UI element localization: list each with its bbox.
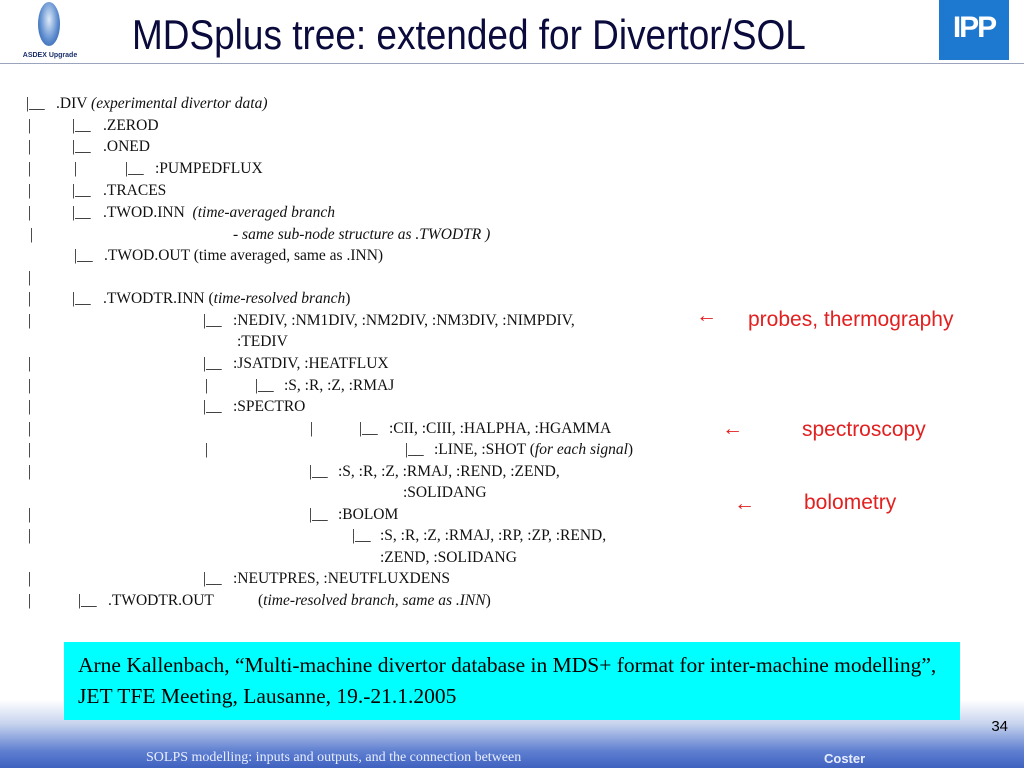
page-number: 34 bbox=[991, 718, 1008, 735]
tree-pipe: | bbox=[28, 441, 32, 458]
tree-pipe: | bbox=[28, 398, 32, 415]
tree-node-bolom: :BOLOM bbox=[338, 506, 399, 523]
tree-node-tediv: :TEDIV bbox=[237, 333, 288, 350]
tree-branch: |__ bbox=[352, 527, 371, 544]
tree-pipe: | bbox=[28, 269, 32, 286]
tree-branch: |__ bbox=[255, 377, 274, 394]
tree-node-neutpres: :NEUTPRES, :NEUTFLUXDENS bbox=[233, 570, 451, 587]
tree-node-div: .DIV (experimental divertor data) bbox=[56, 95, 268, 112]
tree-node-s-r-z-rend: :S, :R, :Z, :RMAJ, :REND, :ZEND, bbox=[338, 463, 560, 480]
tree-node-cii: :CII, :CIII, :HALPHA, :HGAMMA bbox=[389, 420, 612, 437]
tree-pipe: | bbox=[28, 506, 32, 523]
tree-node-traces: .TRACES bbox=[103, 182, 167, 199]
annotation-spectroscopy: spectroscopy bbox=[802, 418, 926, 441]
tree-node-twodtr-out: .TWODTR.OUT bbox=[108, 592, 214, 609]
tree-pipe: | bbox=[28, 182, 32, 199]
tree-node-twod-inn: .TWOD.INN (time-averaged branch bbox=[103, 204, 336, 221]
tree-branch: |__ bbox=[405, 441, 424, 458]
tree-branch: |__ bbox=[203, 312, 222, 329]
left-arrow-icon: ← bbox=[696, 304, 717, 327]
tree-branch: |__ bbox=[359, 420, 378, 437]
tree-branch: |__ bbox=[26, 95, 45, 112]
tree-node-zerod: .ZEROD bbox=[103, 117, 159, 134]
tree-pipe: | bbox=[28, 377, 32, 394]
tree-node-twod-out: .TWOD.OUT (time averaged, same as .INN) bbox=[104, 247, 384, 264]
tree-node-twodtr-inn: .TWODTR.INN (time-resolved branch) bbox=[103, 290, 351, 307]
tree-pipe: | bbox=[28, 355, 32, 372]
tree-pipe: | bbox=[28, 420, 32, 437]
tree-node-line-shot: :LINE, :SHOT (for each signal) bbox=[434, 441, 634, 458]
tree-node-spectro: :SPECTRO bbox=[233, 398, 306, 415]
tree-branch: |__ bbox=[72, 204, 91, 221]
left-arrow-icon: ← bbox=[722, 417, 743, 440]
tree-pipe: | bbox=[74, 160, 78, 177]
annotation-bolometry: bolometry bbox=[804, 491, 897, 514]
left-arrow-icon: ← bbox=[734, 492, 755, 515]
tree-node-twodtr-out-note: (time-resolved branch, same as .INN) bbox=[258, 592, 491, 609]
tree-branch: |__ bbox=[125, 160, 144, 177]
tree-branch: |__ bbox=[203, 355, 222, 372]
tree-node-oned: .ONED bbox=[103, 138, 150, 155]
slide-title: MDSplus tree: extended for Divertor/SOL bbox=[132, 11, 806, 58]
tree-pipe: | bbox=[28, 463, 32, 480]
annotation-probes: probes, thermography bbox=[748, 308, 954, 331]
tree-node-bolom-items: :S, :R, :Z, :RMAJ, :RP, :ZP, :REND, bbox=[380, 527, 607, 544]
tree-branch: |__ bbox=[309, 506, 328, 523]
tree-node-jsatdiv: :JSATDIV, :HEATFLUX bbox=[233, 355, 389, 372]
footer-author: Coster bbox=[824, 751, 866, 766]
tree-pipe: | bbox=[28, 570, 32, 587]
tree-pipe: | bbox=[30, 226, 34, 243]
ipp-logo: IPP bbox=[939, 0, 1009, 60]
tree-branch: |__ bbox=[72, 138, 91, 155]
tree-pipe: | bbox=[28, 312, 32, 329]
tree-pipe: | bbox=[205, 377, 209, 394]
tree-node-nediv: :NEDIV, :NM1DIV, :NM2DIV, :NM3DIV, :NIMPDIV, bbox=[233, 312, 575, 329]
tree-node-zend-solidang: :ZEND, :SOLIDANG bbox=[380, 549, 517, 566]
tree-pipe: | bbox=[28, 117, 32, 134]
citation-box: Arne Kallenbach, “Multi-machine divertor database in MDS+ format for inter-machine modelling”, JET TFE Meeting, Lausanne, 19.-21.1.2005 bbox=[64, 642, 960, 720]
tree-branch: |__ bbox=[203, 570, 222, 587]
tree-node-solidang: :SOLIDANG bbox=[403, 484, 487, 501]
footer-talk-title: SOLPS modelling: inputs and outputs, and the connection between bbox=[146, 750, 522, 765]
tree-branch: |__ bbox=[72, 290, 91, 307]
tree-pipe: | bbox=[310, 420, 314, 437]
tree-pipe: | bbox=[28, 290, 32, 307]
tree-node-twod-inn-note: - same sub-node structure as .TWODTR ) bbox=[233, 226, 491, 243]
tree-node-pumpedflux: :PUMPEDFLUX bbox=[155, 160, 263, 177]
tree-pipe: | bbox=[205, 441, 209, 458]
tree-pipe: | bbox=[28, 592, 32, 609]
tree-branch: |__ bbox=[203, 398, 222, 415]
tree-branch: |__ bbox=[74, 247, 93, 264]
tree-branch: |__ bbox=[309, 463, 328, 480]
tree-pipe: | bbox=[28, 204, 32, 221]
asdex-logo-label: ASDEX Upgrade bbox=[22, 52, 78, 59]
tree-branch: |__ bbox=[78, 592, 97, 609]
tree-pipe: | bbox=[28, 160, 32, 177]
tree-node-s-r-z-rmaj: :S, :R, :Z, :RMAJ bbox=[284, 377, 395, 394]
tree-pipe: | bbox=[28, 527, 32, 544]
tree-pipe: | bbox=[28, 138, 32, 155]
tree-branch: |__ bbox=[72, 117, 91, 134]
tree-branch: |__ bbox=[72, 182, 91, 199]
